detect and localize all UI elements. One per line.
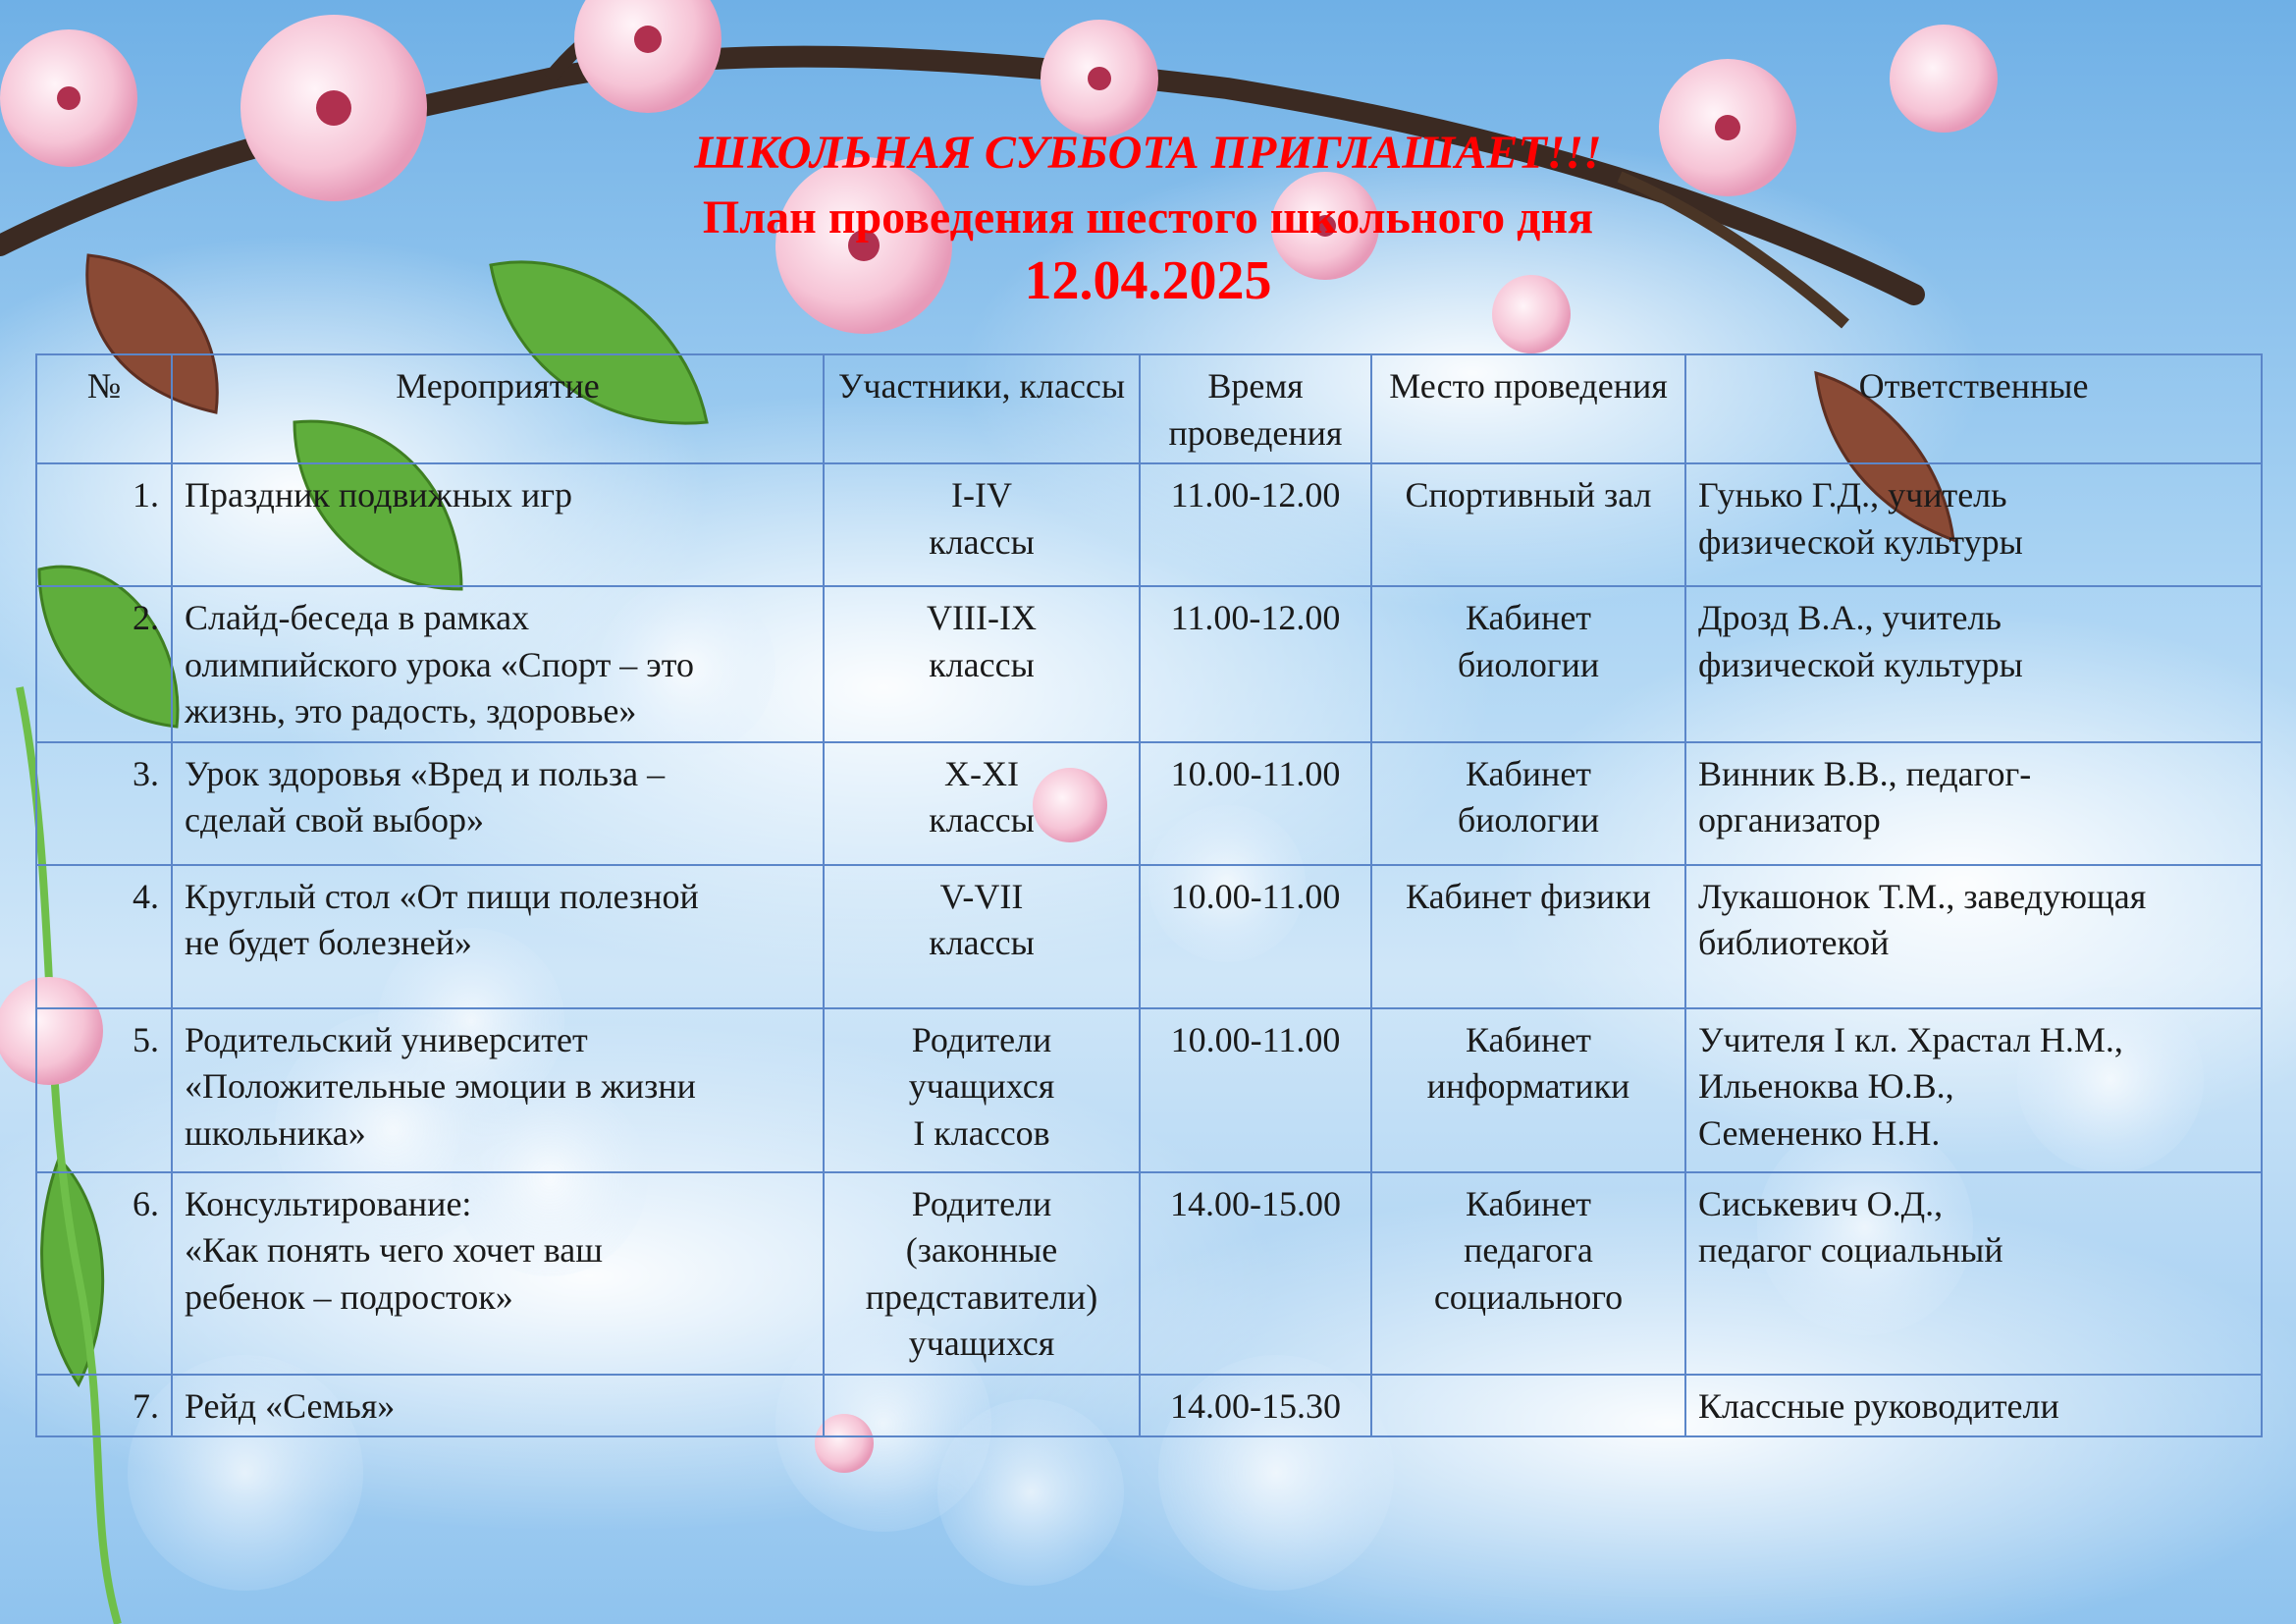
event-date: 12.04.2025 <box>1024 250 1272 311</box>
cell-place-line: социального <box>1433 1276 1624 1317</box>
cell-responsible <box>1685 586 2262 742</box>
cell-responsible <box>1685 865 2262 1008</box>
cell-participants <box>824 586 1140 742</box>
cell-responsible <box>1685 1375 2262 1437</box>
table-row <box>36 463 2262 586</box>
column-header-number: № <box>36 354 172 463</box>
cell-participants-line: VIII-IX <box>927 598 1037 638</box>
cell-event-line: Круглый стол «От пищи полезной <box>185 876 699 916</box>
cell-place <box>1371 742 1685 865</box>
cell-time: 10.00-11.00 <box>1140 865 1371 1008</box>
cell-participants-line: V-VII <box>939 876 1024 916</box>
cell-number: 7. <box>36 1375 172 1437</box>
cell-place-line: Кабинет <box>1465 753 1592 793</box>
cell-responsible-line: физической культуры <box>1698 521 2023 562</box>
cell-event-line: не будет болезней» <box>185 923 472 963</box>
cell-place <box>1371 865 1685 1008</box>
cell-event <box>172 1375 824 1437</box>
table-header-row <box>36 354 2262 463</box>
cell-responsible <box>1685 1008 2262 1172</box>
cell-number: 1. <box>36 463 172 586</box>
cell-participants-line: классы <box>929 644 1035 684</box>
cell-responsible-line: Гунько Г.Д., учитель <box>1698 475 2007 515</box>
cell-place-line: биологии <box>1457 644 1600 684</box>
table-row <box>36 1008 2262 1172</box>
cell-event-line: школьника» <box>185 1112 366 1153</box>
cell-number: 2. <box>36 586 172 742</box>
cell-event-line: Урок здоровья «Вред и польза – <box>185 753 666 793</box>
cell-time: 11.00-12.00 <box>1140 586 1371 742</box>
cell-responsible-line: Ильеноква Ю.В., <box>1698 1066 1954 1107</box>
cell-participants-line: классы <box>929 800 1035 840</box>
cell-responsible-line: физической культуры <box>1698 644 2023 684</box>
cell-participants <box>824 463 1140 586</box>
cell-place <box>1371 1172 1685 1375</box>
cell-participants-line: классы <box>929 923 1035 963</box>
cell-participants-line: Родители <box>911 1019 1052 1059</box>
cell-time: 14.00-15.00 <box>1140 1172 1371 1375</box>
cell-event-line: Родительский университет <box>185 1019 588 1059</box>
cell-place <box>1371 463 1685 586</box>
cell-event-line: «Положительные эмоции в жизни <box>185 1066 696 1107</box>
cell-participants-line: учащихся <box>908 1066 1055 1107</box>
cell-event <box>172 463 824 586</box>
cell-event <box>172 865 824 1008</box>
table-row <box>36 742 2262 865</box>
table-row <box>36 1172 2262 1375</box>
cell-participants-line: Родители <box>911 1183 1052 1223</box>
cell-responsible-line: Лукашонок Т.М., заведующая <box>1698 876 2147 916</box>
cell-responsible-line: педагог социальный <box>1698 1230 2003 1271</box>
cell-responsible-line: Семененко Н.Н. <box>1698 1112 1941 1153</box>
table-row <box>36 586 2262 742</box>
cell-place-line: педагога <box>1464 1230 1593 1271</box>
cell-participants-line: классы <box>929 521 1035 562</box>
cell-time: 14.00-15.30 <box>1140 1375 1371 1437</box>
plan-subtitle: План проведения шестого школьного дня <box>702 191 1594 244</box>
cell-time: 10.00-11.00 <box>1140 742 1371 865</box>
cell-place-line: Кабинет физики <box>1406 876 1651 916</box>
cell-time: 10.00-11.00 <box>1140 1008 1371 1172</box>
cell-time: 11.00-12.00 <box>1140 463 1371 586</box>
cell-participants-line: I-IV <box>951 475 1012 515</box>
cell-responsible-line: Дрозд В.А., учитель <box>1698 598 2002 638</box>
cell-event-line: Праздник подвижных игр <box>185 475 573 515</box>
cell-number: 3. <box>36 742 172 865</box>
cell-place-line: информатики <box>1426 1066 1630 1107</box>
cell-place <box>1371 1375 1685 1437</box>
cell-responsible <box>1685 1172 2262 1375</box>
cell-participants <box>824 1375 1140 1437</box>
cell-responsible-line: Винник В.В., педагог- <box>1698 753 2032 793</box>
cell-responsible-line: Сиськевич О.Д., <box>1698 1183 1944 1223</box>
cell-event-line: жизнь, это радость, здоровье» <box>185 691 637 731</box>
table-row <box>36 1375 2262 1437</box>
cell-event-line: «Как понять чего хочет ваш <box>185 1230 603 1271</box>
cell-event <box>172 1172 824 1375</box>
cell-event-line: олимпийского урока «Спорт – это <box>185 644 695 684</box>
cell-place-line: Спортивный зал <box>1405 475 1652 515</box>
table-row <box>36 865 2262 1008</box>
column-header-participants: Участники, классы <box>824 354 1140 463</box>
cell-responsible <box>1685 463 2262 586</box>
cell-participants <box>824 1172 1140 1375</box>
cell-participants <box>824 742 1140 865</box>
cell-responsible-line: организатор <box>1698 800 1881 840</box>
cell-responsible-line: библиотекой <box>1698 923 1890 963</box>
column-header-event: Мероприятие <box>172 354 824 463</box>
cell-event-line: Рейд «Семья» <box>185 1385 396 1426</box>
cell-responsible <box>1685 742 2262 865</box>
column-header-time: Время проведения <box>1140 354 1371 463</box>
cell-number: 5. <box>36 1008 172 1172</box>
cell-participants-line: представители) <box>865 1276 1098 1317</box>
table-body <box>36 463 2262 1436</box>
cell-event <box>172 742 824 865</box>
cell-participants-line: (законные <box>905 1230 1058 1271</box>
cell-event <box>172 1008 824 1172</box>
cell-place-line: Кабинет <box>1465 1183 1592 1223</box>
event-plan-table <box>35 353 2263 1437</box>
column-header-place: Место проведения <box>1371 354 1685 463</box>
cell-number: 4. <box>36 865 172 1008</box>
cell-place <box>1371 586 1685 742</box>
cell-event-line: Слайд-беседа в рамках <box>185 598 530 638</box>
cell-participants-line: X-XI <box>944 753 1019 793</box>
cell-responsible-line: Классные руководители <box>1698 1385 2059 1426</box>
cell-number: 6. <box>36 1172 172 1375</box>
cell-place-line: Кабинет <box>1465 1019 1592 1059</box>
cell-participants-line: I классов <box>913 1112 1050 1153</box>
cell-event-line: ребенок – подросток» <box>185 1276 513 1317</box>
cell-place-line: Кабинет <box>1465 598 1592 638</box>
cell-place-line: биологии <box>1457 800 1600 840</box>
column-header-responsible: Ответственные <box>1685 354 2262 463</box>
cell-event-line: Консультирование: <box>185 1183 472 1223</box>
invitation-title: ШКОЛЬНАЯ СУББОТА ПРИГЛАШАЕТ!!! <box>694 127 1602 179</box>
cell-participants-line: учащихся <box>908 1324 1055 1364</box>
cell-event <box>172 586 824 742</box>
cell-responsible-line: Учителя I кл. Храстал Н.М., <box>1698 1019 2123 1059</box>
cell-event-line: сделай свой выбор» <box>185 800 484 840</box>
cell-participants <box>824 1008 1140 1172</box>
cell-participants <box>824 865 1140 1008</box>
cell-place <box>1371 1008 1685 1172</box>
